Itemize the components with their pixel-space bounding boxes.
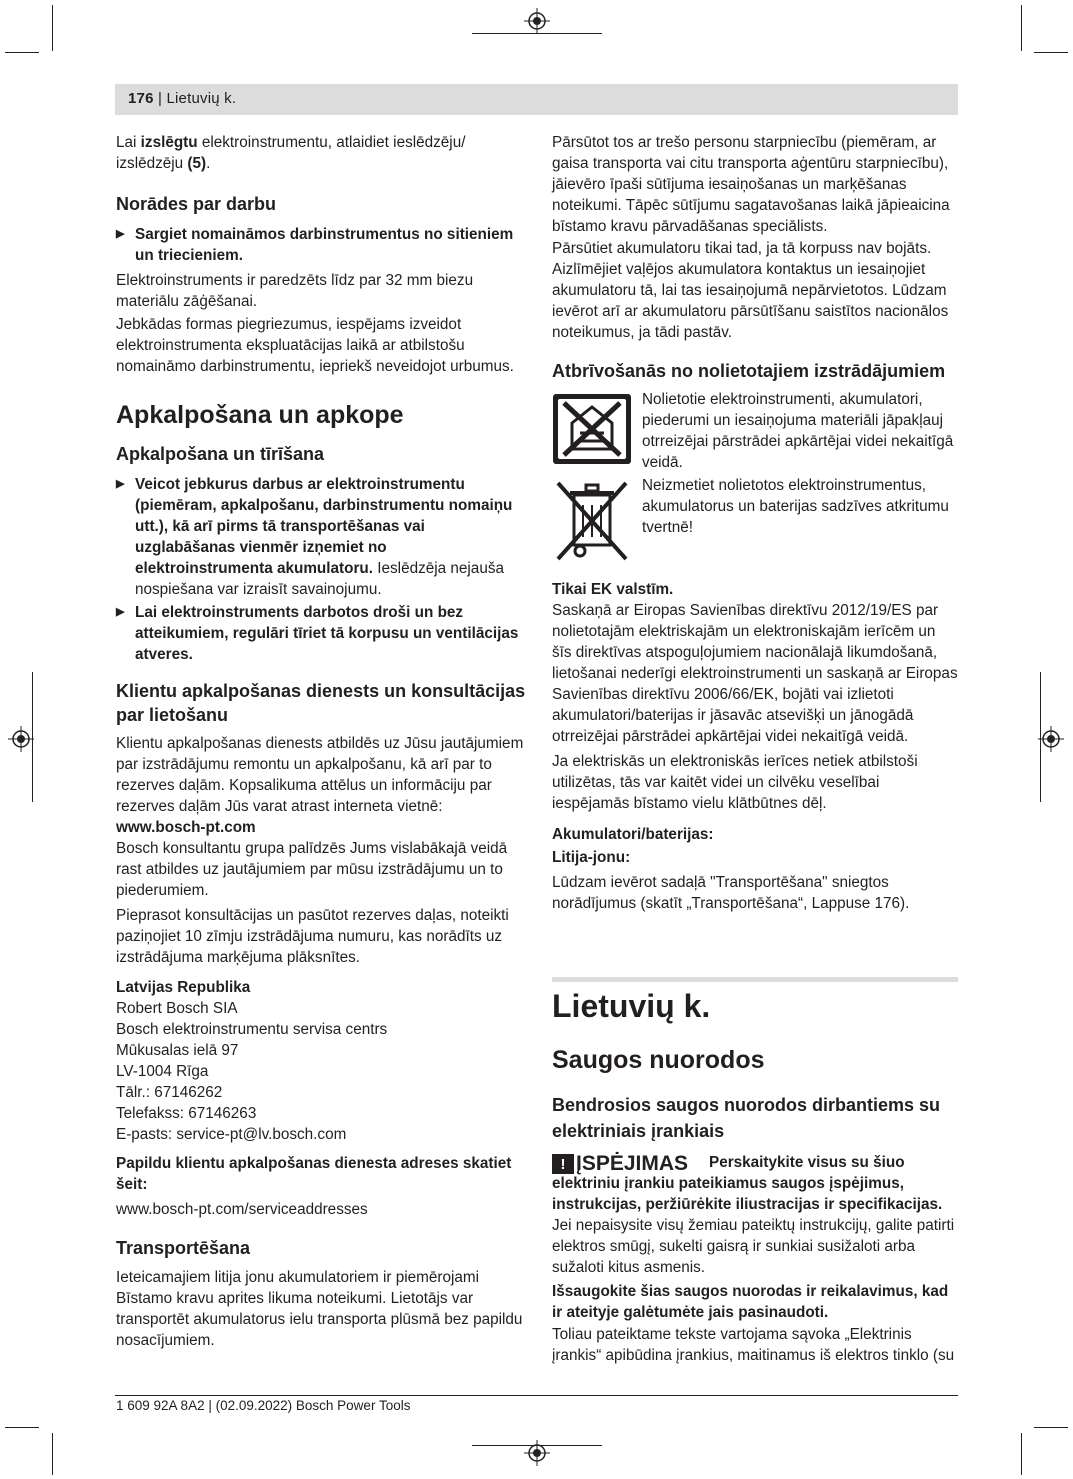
eu-heading: Tikai EK valstīm.: [552, 581, 674, 598]
address-line: E-pasts: service-pt@lv.bosch.com: [116, 1126, 347, 1143]
lt-title: Lietuvių k.: [552, 988, 711, 1024]
work-heading: Norādes par darbu: [116, 194, 277, 214]
customer-paragraph-3: Pieprasot konsultācijas un pasūtot rezerves daļas, noteikti paziņojiet 10 zīmju izstrādājuma numuru, kas norādīts uz izstrādājuma marķējuma plāksnītes.: [116, 907, 509, 966]
customer-url[interactable]: www.bosch-pt.com: [116, 819, 256, 836]
warning-triangle-icon: !: [552, 1154, 574, 1174]
address-line: Telefakss: 67146263: [116, 1105, 257, 1122]
crop-mark: [1034, 1427, 1068, 1428]
page-footer: 1 609 92A 8A2 | (02.09.2022) Bosch Power Tools: [116, 1398, 411, 1413]
more-addresses-url[interactable]: www.bosch-pt.com/serviceaddresses: [116, 1201, 368, 1218]
section-separator: [552, 977, 958, 982]
registration-mark-icon: [524, 8, 550, 34]
no-household-disposal-icon: [552, 393, 632, 465]
registration-mark-icon: [8, 726, 34, 752]
country-heading: Latvijas Republika: [116, 979, 251, 996]
address-line: LV-1004 Rīga: [116, 1063, 209, 1080]
transport-paragraph-2: Pārsūtot tos ar trešo personu starpniecību (piemēram, ar gaisa transporta vai citu transporta aģentūru starpniecību), jāievēro īpaši sūtījuma iesaiņošanas un marķēšanas noteikumi. Tāpēc sūtījumu sagatavošanas laikā jāpieaicina bīstamo kravu pārvadāšanas speciālists.: [552, 134, 950, 235]
crop-mark: [5, 52, 39, 53]
more-addresses-text: Papildu klientu apkalpošanas dienesta adreses skatiet šeit:: [116, 1155, 512, 1193]
crop-mark: [5, 1427, 39, 1428]
disposal-paragraph-2: Neizmetiet nolietotos elektroinstrumentus, akumulatorus un baterijas sadzīves atkritumu tvertnē!: [642, 477, 949, 536]
customer-paragraph-2: Bosch konsultantu grupa palīdzēs Jums vislabākajā veidā rast atbildes uz jautājumiem par mūsu izstrādājumu un to piederumiem.: [116, 840, 508, 899]
work-paragraph-1: Elektroinstruments ir paredzēts līdz par 32 mm biezu materiālu zāģēšanai.: [116, 272, 474, 310]
work-bullet: ▶ Sargiet nomaināmos darbinstrumentus no sitieniem un triecieniem.: [116, 224, 526, 266]
footer-rule: [115, 1395, 958, 1396]
service-bullet-2: ▶ Lai elektroinstruments darbotos droši un bez atteikumiem, regulāri tīriet tā korpusu un ventilācijas atveres.: [116, 602, 526, 665]
eu-paragraph-1: Saskaņā ar Eiropas Savienības direktīvu 2012/19/ES par nolietotajām elektriskajām un elektroniskajām ierīcēm un šīs direktīvas atspoguļojumiem nacionālajā likumdošanā, lietošanai nederīgi elektroinstrumenti un saskaņā ar Eiropas Savienības direktīvu 2006/66/EK, bojāti vai izlietoti akumulatori/baterijas ir jāsavāc atsevišķi un jānogādā otrreizējai pārstrādei apkārtējai videi nekaitīgā veidā.: [552, 602, 958, 745]
warning-badge: ! ĮSPĖJIMAS: [552, 1152, 688, 1176]
disposal-block: [552, 389, 958, 569]
lt-keep-instructions: Išsaugokite šias saugos nuorodas ir reikalavimus, kad ir ateityje galėtumėte jais pasinaudoti.: [552, 1283, 949, 1321]
eu-paragraph-2: Ja elektriskās un elektroniskās ierīces netiek atbilstoši utilizētas, tās var kaitēt videi un cilvēku veselībai iespējamās bīstamo vielu klātbūtnes dēļ.: [552, 753, 918, 812]
page-header-band: [115, 84, 958, 115]
lt-term-paragraph: Toliau pateiktame tekste vartojama sąvoka „Elektrinis įrankis“ apibūdina įrankius, maitinamus iš elektros tinklo (su: [552, 1326, 955, 1364]
lt-general-heading: Bendrosios saugos nuorodos dirbantiems su elektriniais įrankiais: [552, 1095, 941, 1141]
lithium-heading: Litija-jonu:: [552, 849, 631, 866]
lt-warning-text: Perskaitykite visus su šiuo elektriniu įrankiu pateikiamus saugos įspėjimus, instrukcijas, peržiūrėkite iliustracijas ir specifikacijas. Jei nepaisysite visų žemiau pateiktų instrukcijų, galite patirti elektros smūgį, sukelti gaisrą ir sunkiai susižaloti arba sužaloti kitus asmenis.: [552, 1154, 955, 1276]
crop-mark: [52, 5, 53, 51]
customer-paragraph-1: Klientu apkalpošanas dienests atbildēs uz Jūsu jautājumiem par izstrādājumu remontu un apkalpošanu, kā arī par to rezerves daļām. Kopsalikuma attēlus un informāciju par rezerves daļām Jūs varat atrast interneta vietnē:: [116, 735, 524, 815]
lt-warning-block: [552, 1152, 958, 1278]
battery-heading: Akumulatori/baterijas:: [552, 826, 714, 843]
work-paragraph-2: Jebkādas formas piegriezumus, iespējams izveidot elektroinstrumenta ekspluatācijas laikā ar atbilstošu nomaināmo darbinstrumentu, iepriekš neveidojot urbumus.: [116, 316, 514, 375]
page-header: 176 | Lietuvių k.: [128, 90, 237, 107]
right-column: [552, 132, 958, 914]
lithium-paragraph: Lūdzam ievērot sadaļā "Transportēšana" sniegtos norādījumus (skatīt „Transportēšana“, Lappuse 176).: [552, 874, 910, 912]
transport-paragraph-3: Pārsūtiet akumulatoru tikai tad, ja tā korpuss nav bojāts. Aizlīmējiet vaļējos akumulatora kontaktus un iesaiņojiet akumulatoru tā, lai tas iesaiņojumā nepārvietotos. Lūdzam ievērot arī ar akumulatoru pārsūtīšanu saistītos nacionālos noteikumus, ja tādi pastāv.: [552, 240, 949, 341]
crop-mark: [52, 1433, 53, 1475]
left-column: [116, 132, 526, 1351]
crop-mark: [1021, 1433, 1022, 1475]
lt-safety-heading: Saugos nuorodos: [552, 1046, 765, 1074]
address-line: Mūkusalas ielā 97: [116, 1042, 239, 1059]
intro-paragraph: Lai izslēgtu elektroinstrumentu, atlaidiet ieslēdzēju/ izslēdzēju (5).: [116, 134, 466, 172]
service-bullet-1: ▶ Veicot jebkurus darbus ar elektroinstrumentu (piemēram, apkalpošanu, darbinstrumentu nomaiņu utt.), kā arī pirms tā transportēšanas vai uzglabāšanas vienmēr izņemiet no elektroinstrumenta akumulatoru. Ieslēdzēja nejauša nospiešana var izraisīt savainojumu.: [116, 474, 526, 600]
crop-mark: [1034, 52, 1068, 53]
crop-mark: [1021, 5, 1022, 51]
lithuanian-section: [552, 986, 958, 1366]
transport-heading: Transportēšana: [116, 1238, 251, 1258]
address-line: Bosch elektroinstrumentu servisa centrs: [116, 1021, 388, 1038]
service-heading: Apkalpošana un apkope: [116, 401, 404, 429]
page-number: 176: [128, 90, 154, 107]
address-line: Robert Bosch SIA: [116, 1000, 238, 1017]
disposal-heading: Atbrīvošanās no nolietotajiem izstrādājumiem: [552, 361, 946, 381]
customer-service-heading: Klientu apkalpošanas dienests un konsultācijas par lietošanu: [116, 681, 526, 725]
header-section: Lietuvių k.: [166, 90, 237, 107]
address-block: [116, 998, 526, 1145]
transport-paragraph: Ieteicamajiem litija jonu akumulatoriem ir piemērojami Bīstamo kravu aprites likuma noteikumi. Lietotājs var transportēt akumulatorus ielu transporta plūsmā bez papildu nosacījumiem.: [116, 1269, 523, 1349]
registration-mark-icon: [1038, 726, 1064, 752]
cleaning-heading: Apkalpošana un tīrīšana: [116, 444, 325, 464]
disposal-paragraph-1: Nolietotie elektroinstrumenti, akumulatori, piederumi un iesaiņojuma materiāli jāpakļauj otrreizējai pārstrādei apkārtējai videi nekaitīgā veidā.: [642, 391, 954, 471]
address-line: Tālr.: 67146262: [116, 1084, 223, 1101]
crossed-bin-icon: [554, 479, 630, 563]
registration-mark-icon: [524, 1440, 550, 1466]
